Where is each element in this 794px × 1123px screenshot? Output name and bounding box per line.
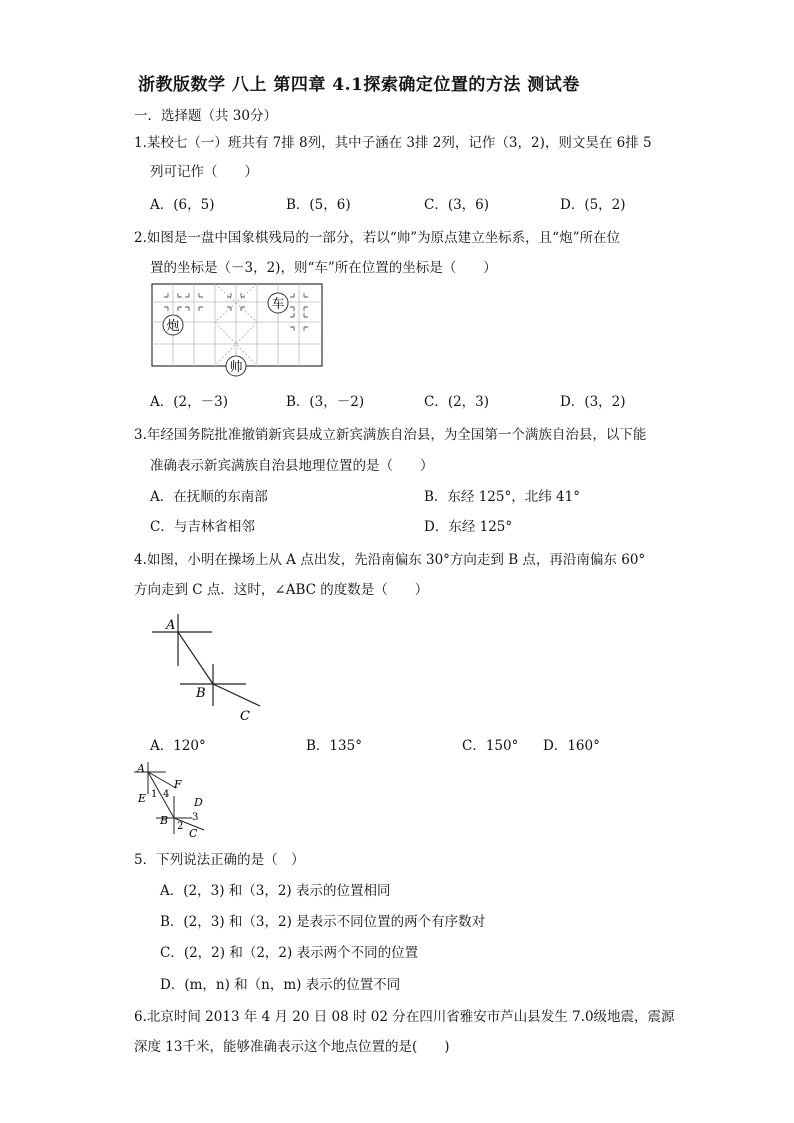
che-label: 车 — [271, 297, 285, 312]
question-4-line-1: 4.如图，小明在操场上从 A 点出发，先沿南偏东 30°方向走到 B 点，再沿南偏东 60° — [134, 552, 646, 568]
direction-figure — [140, 606, 270, 726]
shuai-label: 帅 — [229, 360, 243, 375]
question-3-line-2: 准确表示新宾满族自治县地理位置的是（ ） — [150, 458, 434, 474]
q2-option-d[interactable]: D．(3，2) — [560, 394, 626, 410]
fig2-d-label: D — [194, 796, 203, 809]
point-c-label: C — [240, 709, 250, 724]
fig2-a-label: A — [137, 762, 145, 775]
q5-option-b[interactable]: B．(2，3) 和（3，2) 是表示不同位置的两个有序数对 — [160, 914, 486, 930]
question-4-line-2: 方向走到 C 点．这时，∠ABC 的度数是（ ） — [134, 582, 429, 598]
section-heading: 一．选择题（共 30分） — [134, 108, 277, 124]
point-b-label: B — [196, 686, 206, 701]
question-6-line-2: 深度 13千米，能够准确表示这个地点位置的是( ) — [134, 1039, 450, 1055]
q5-option-a[interactable]: A．(2，3) 和（3，2) 表示的位置相同 — [160, 883, 391, 899]
q2-option-b[interactable]: B．(3，－2) — [286, 394, 365, 410]
question-2-line-2: 置的坐标是（－3，2)，则“车”所在位置的坐标是（ ） — [150, 260, 497, 276]
q4-option-d[interactable]: D．160° — [543, 738, 600, 754]
q3-option-a[interactable]: A．在抚顺的东南部 — [150, 489, 268, 505]
pao-label: 炮 — [166, 319, 180, 334]
fig2-f-label: F — [174, 778, 182, 791]
q2-option-a[interactable]: A．(2，－3) — [150, 394, 228, 410]
q3-option-c[interactable]: C．与吉林省相邻 — [150, 519, 255, 535]
question-1-line-2: 列可记作（ ） — [150, 164, 258, 180]
q4-option-b[interactable]: B．135° — [306, 738, 362, 754]
question-3-line-1: 3.年经国务院批准撤销新宾县成立新宾满族自治县，为全国第一个满族自治县，以下能 — [134, 427, 647, 443]
question-6-line-1: 6.北京时间 2013 年 4 月 20 日 08 时 02 分在四川省雅安市芦山县发生 7.0级地震，震源 — [134, 1009, 675, 1025]
angle-2-label: 2 — [177, 821, 184, 832]
q3-option-b[interactable]: B．东经 125°，北纬 41° — [424, 489, 580, 505]
fig2-b-label: B — [160, 814, 169, 827]
question-1-line-1: 1.某校七（一）班共有 7排 8列，其中子涵在 3排 2列，记作（3，2)，则文昊在 6排 5 — [134, 135, 652, 151]
chess-board-figure — [150, 282, 326, 378]
q4-option-a[interactable]: A．120° — [150, 738, 206, 754]
angle-3-label: 3 — [192, 812, 199, 823]
q5-option-d[interactable]: D．(m，n) 和（n，m) 表示的位置不同 — [160, 977, 401, 993]
q2-option-c[interactable]: C．(2，3) — [424, 394, 490, 410]
question-2-line-1: 2.如图是一盘中国象棋残局的一部分，若以“帅”为原点建立坐标系，且“炮”所在位 — [134, 230, 620, 246]
angle-figure — [132, 760, 216, 838]
angle-4-label: 4 — [163, 789, 170, 800]
q1-option-c[interactable]: C．(3，6) — [424, 197, 490, 213]
q1-option-d[interactable]: D．(5，2) — [560, 197, 626, 213]
q3-option-d[interactable]: D．东经 125° — [424, 519, 513, 535]
q1-option-b[interactable]: B．(5，6) — [286, 197, 351, 213]
q4-option-c[interactable]: C．150° — [462, 738, 519, 754]
fig2-c-label: C — [189, 827, 198, 838]
page-title: 浙教版数学 八上 第四章 4.1探索确定位置的方法 测试卷 — [138, 75, 580, 95]
fig2-e-label: E — [138, 792, 147, 805]
q1-option-a[interactable]: A．(6，5) — [150, 197, 215, 213]
q5-option-c[interactable]: C．(2，2) 和（2，2) 表示两个不同的位置 — [160, 945, 419, 961]
question-5-stem: 5．下列说法正确的是（ ） — [134, 852, 305, 868]
angle-1-label: 1 — [151, 789, 158, 800]
point-a-label: A — [166, 618, 176, 633]
